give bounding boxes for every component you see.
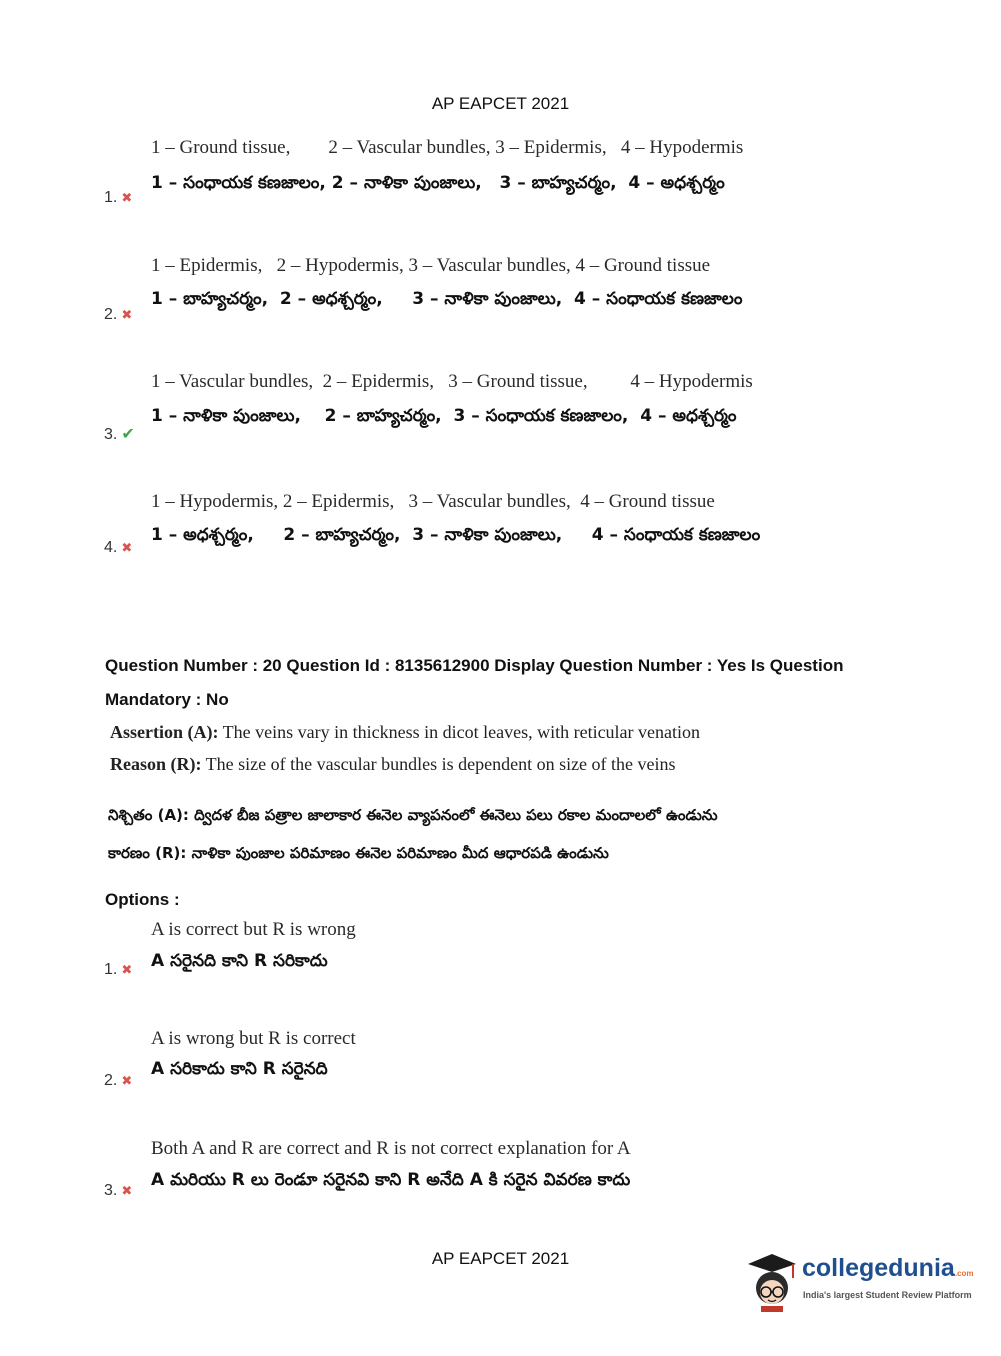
option-english-text: A is correct but R is wrong: [151, 919, 356, 940]
wrong-mark-icon: ✖: [121, 962, 133, 977]
reason-text: The size of the vascular bundles is dependent on size of the veins: [201, 754, 676, 774]
option-number: 3. ✔: [104, 426, 135, 443]
logo-brand-text: collegedunia.com: [802, 1254, 974, 1282]
reason-statement: [110, 754, 676, 775]
option-english-text: 1 – Vascular bundles, 2 – Epidermis, 3 – Ground tissue, 4 – Hypodermis: [151, 371, 753, 392]
assertion-text: The veins vary in thickness in dicot leaves, with reticular venation: [218, 722, 701, 742]
option-english-text: Both A and R are correct and R is not correct explanation for A: [151, 1138, 631, 1159]
wrong-mark-icon: ✖: [121, 540, 133, 555]
option-telugu-text: A మరియు R లు రెండూ సరైనవి కాని R అనేది A కి సరైన వివరణ కాదు: [151, 1170, 631, 1190]
option-telugu-text: A సరైనది కాని R సరికాదు: [151, 951, 328, 971]
page-footer: AP EAPCET 2021: [431, 1249, 570, 1268]
correct-check-icon: ✔: [121, 426, 135, 443]
assertion-statement: [110, 722, 700, 743]
logo-com-text: .com: [954, 1269, 974, 1278]
options-label: Options :: [105, 890, 180, 909]
wrong-mark-icon: ✖: [121, 307, 133, 322]
option-english-text: 1 – Hypodermis, 2 – Epidermis, 3 – Vascular bundles, 4 – Ground tissue: [151, 491, 715, 512]
option-number: 3. ✖: [104, 1182, 133, 1199]
question-meta-line-1: Question Number : 20 Question Id : 8135612900 Display Question Number : Yes Is Question: [105, 656, 844, 675]
wrong-mark-icon: ✖: [121, 1183, 133, 1198]
collegedunia-logo[interactable]: [742, 1250, 972, 1312]
option-number: 1. ✖: [104, 189, 133, 206]
option-number: 2. ✖: [104, 306, 133, 323]
mascot-graduate-icon: [742, 1250, 800, 1312]
wrong-mark-icon: ✖: [121, 1073, 133, 1088]
option-english-text: A is wrong but R is correct: [151, 1028, 356, 1049]
question-meta-line-2: Mandatory : No: [105, 690, 229, 709]
reason-label: Reason (R):: [110, 754, 202, 774]
option-telugu-text: 1 – బాహ్యచర్మం, 2 – అధశ్చర్మం, 3 – నాళికా పుంజాలు, 4 – సంధాయక కణజాలం: [151, 289, 743, 309]
reason-telugu: కారణం (R): నాళికా పుంజాల పరిమాణం ఈనెల పరిమాణం మీద ఆధారపడి ఉండును: [108, 844, 609, 862]
assertion-label: Assertion (A):: [110, 722, 219, 742]
option-telugu-text: 1 – అధశ్చర్మం, 2 – బాహ్యచర్మం, 3 – నాళికా పుంజాలు, 4 – సంధాయక కణజాలం: [151, 525, 761, 545]
option-number: 4. ✖: [104, 539, 133, 556]
option-number: 2. ✖: [104, 1072, 133, 1089]
page-header: AP EAPCET 2021: [431, 94, 570, 113]
logo-tagline: India's largest Student Review Platform: [803, 1290, 972, 1300]
option-english-text: 1 – Ground tissue, 2 – Vascular bundles, 3 – Epidermis, 4 – Hypodermis: [151, 137, 744, 158]
option-telugu-text: A సరికాదు కాని R సరైనది: [151, 1059, 328, 1079]
wrong-mark-icon: ✖: [121, 190, 133, 205]
option-telugu-text: 1 – సంధాయక కణజాలం, 2 – నాళికా పుంజాలు, 3 – బాహ్యచర్మం, 4 – అధశ్చర్మం: [151, 173, 725, 193]
option-number: 1. ✖: [104, 961, 133, 978]
assertion-telugu: నిశ్చితం (A): ద్విదళ బీజ పత్రాల జాలాకార ఈనెల వ్యాపనంలో ఈనెలు పలు రకాల మందాలలో ఉండును: [108, 806, 718, 824]
option-english-text: 1 – Epidermis, 2 – Hypodermis, 3 – Vascular bundles, 4 – Ground tissue: [151, 255, 711, 276]
option-telugu-text: 1 – నాళికా పుంజాలు, 2 – బాహ్యచర్మం, 3 – సంధాయక కణజాలం, 4 – అధశ్చర్మం: [151, 406, 737, 426]
